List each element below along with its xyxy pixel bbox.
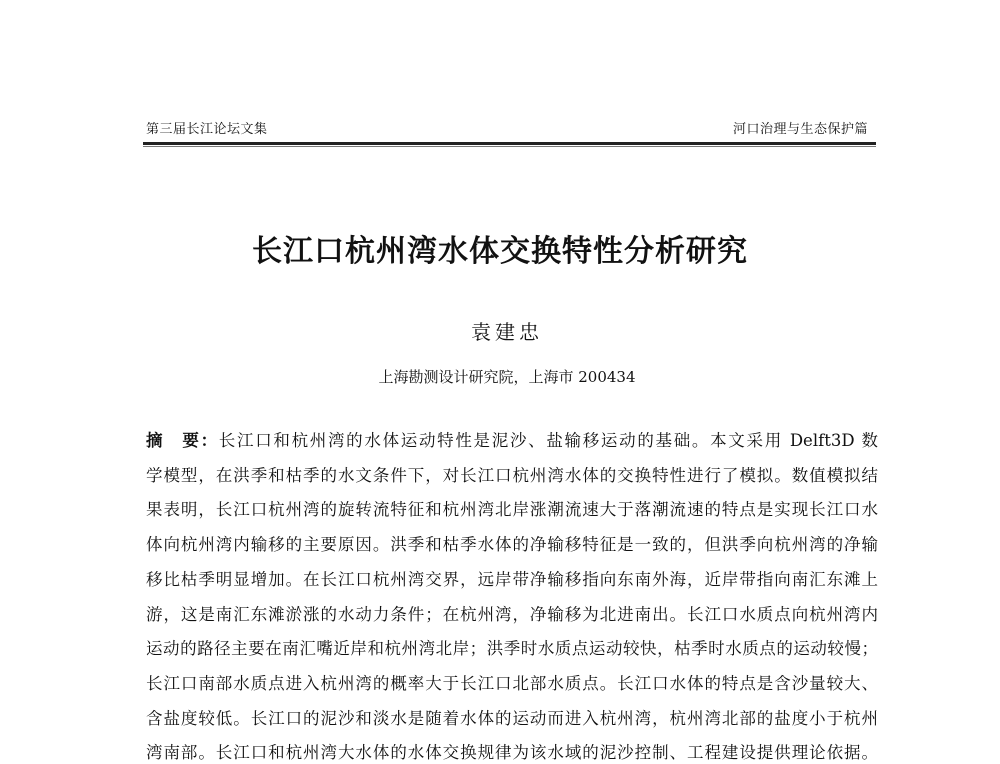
paper-title: 长江口杭州湾水体交换特性分析研究 xyxy=(252,234,748,269)
abstract-line: 运动的路径主要在南汇嘴近岸和杭州湾北岸；洪季时水质点运动较快，枯季时水质点的运动较慢； xyxy=(146,639,878,658)
abstract-line: 学模型，在洪季和枯季的水文条件下，对长江口杭州湾水体的交换特性进行了模拟。数值模拟结 xyxy=(146,466,878,485)
header-rule xyxy=(143,142,876,145)
running-header-left: 第三届长江论坛文集 xyxy=(146,122,268,137)
abstract-line: 移比枯季明显增加。在长江口杭州湾交界，远岸带净输移指向东南外海，近岸带指向南汇东滩上 xyxy=(146,570,878,589)
abstract-line: 果表明，长江口杭州湾的旋转流特征和杭州湾北岸涨潮流速大于落潮流速的特点是实现长江口水 xyxy=(146,500,878,519)
abstract-line: 含盐度较低。长江口的泥沙和淡水是随着水体的运动而进入杭州湾，杭州湾北部的盐度小于杭州 xyxy=(146,709,878,728)
abstract-line: 长江口南部水质点进入杭州湾的概率大于长江口北部水质点。长江口水体的特点是含沙量较大、 xyxy=(146,674,878,693)
running-header-right: 河口治理与生态保护篇 xyxy=(732,122,868,137)
affiliation: 上海勘测设计研究院，上海市 200434 xyxy=(378,368,636,386)
abstract-line: 摘 要：长江口和杭州湾的水体运动特性是泥沙、盐输移运动的基础。本文采用 Delft3D 数 xyxy=(146,431,879,450)
abstract-line: 游，这是南汇东滩淤涨的水动力条件；在杭州湾，净输移为北进南出。长江口水质点向杭州湾内 xyxy=(146,605,878,624)
abstract-label: 摘 要： xyxy=(146,431,219,450)
header-rule-thin xyxy=(143,146,876,147)
abstract-line: 湾南部。长江口和杭州湾大水体的水体交换规律为该水域的泥沙控制、工程建设提供理论依据。 xyxy=(146,743,878,762)
abstract-line: 体向杭州湾内输移的主要原因。洪季和枯季水体的净输移特征是一致的，但洪季向杭州湾的净输 xyxy=(146,535,878,554)
author: 袁建忠 xyxy=(471,320,543,344)
